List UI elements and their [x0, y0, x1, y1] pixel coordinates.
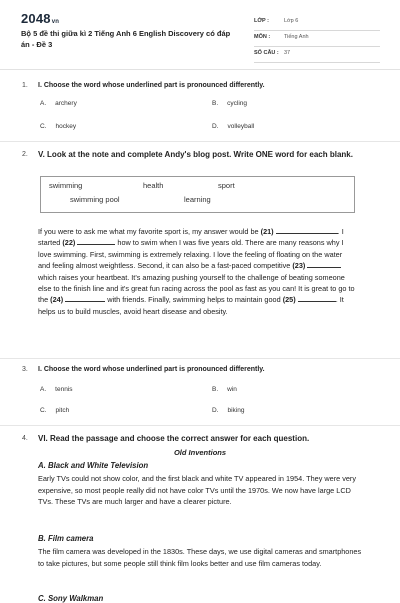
option-d[interactable] [212, 407, 244, 414]
blank-label-24: (24) [50, 295, 64, 305]
option-word: archery [55, 100, 77, 107]
option-a[interactable] [40, 100, 77, 107]
question-number: 2. [22, 151, 28, 158]
passage-text: . I started [38, 227, 344, 248]
document-title: Bộ 5 đề thi giữa kì 2 Tiếng Anh 6 English Discovery có đáp án - Đề 3 [21, 29, 231, 49]
passage-text: with friends. Finally, swimming helps to maintain good [105, 295, 283, 305]
option-a[interactable] [40, 386, 73, 393]
question-number: 3. [22, 366, 28, 373]
word-box [40, 176, 355, 213]
option-letter: A. [40, 386, 47, 393]
divider [0, 141, 400, 142]
question-text: VI. Read the passage and choose the correct answer for each question. [38, 434, 310, 443]
meta-key: MÔN : [254, 34, 271, 40]
option-c[interactable] [40, 407, 69, 414]
section-heading: C. Sony Walkman [38, 594, 104, 603]
option-letter: B. [212, 386, 219, 393]
passage-title: Old Inventions [173, 448, 227, 457]
meta-value: Tiếng Anh [284, 34, 309, 40]
option-letter: D. [212, 123, 219, 130]
word-item: sport [218, 181, 235, 190]
option-d[interactable] [212, 123, 254, 130]
option-word: biking [227, 407, 245, 414]
meta-row-class [254, 15, 380, 31]
meta-panel [254, 15, 380, 63]
meta-row-subject [254, 31, 380, 47]
meta-value: Lớp 6 [284, 18, 299, 24]
option-letter: C. [40, 407, 47, 414]
option-b[interactable] [212, 386, 237, 393]
question-text: I. Choose the word whose underlined part is pronounced differently. [38, 366, 265, 373]
passage-text: how to swim when I was five years old. There are many reasons why I love swimming. First, swimming is extremely relaxing. I love the feeling of floating on the water and feeling almost weightless. Second, it can also be a fast-paced competitive [38, 238, 344, 271]
section-heading: B. Film camera [38, 534, 94, 543]
page-header [0, 0, 400, 68]
blank-23[interactable] [307, 260, 341, 268]
blank-21[interactable] [276, 226, 338, 234]
word-item: swimming [49, 181, 83, 190]
passage-text: If you were to ask me what my favorite sport is, my answer would be [38, 227, 261, 236]
meta-row-count [254, 47, 380, 63]
section-heading: A. Black and White Television [38, 461, 149, 470]
blank-25[interactable] [298, 294, 336, 302]
blank-label-22: (22) [62, 238, 76, 248]
logo-text: 2048 [21, 11, 51, 26]
blank-label-21: (21) [260, 227, 274, 236]
option-b[interactable] [212, 100, 247, 107]
word-item: learning [184, 195, 211, 204]
passage-text: . It helps us to build muscles, avoid heart disease and obesity. [38, 295, 344, 316]
option-word: volleyball [227, 123, 255, 130]
blank-22[interactable] [77, 237, 115, 245]
blank-24[interactable] [65, 294, 105, 302]
blog-passage [38, 226, 356, 317]
option-word: tennis [55, 386, 73, 393]
section-body: The film camera was developed in the 1830s. These days, we use digital cameras and smartphones to take pictures, but some people still think film looks better and use film cameras today. [38, 547, 362, 568]
logo-suffix: vn [51, 19, 60, 25]
meta-key: SỐ CÂU : [254, 50, 279, 56]
divider [0, 425, 400, 426]
word-item: health [143, 181, 164, 190]
question-text: V. Look at the note and complete Andy's blog post. Write ONE word for each blank. [38, 150, 353, 159]
option-word: pitch [55, 407, 70, 414]
blank-label-25: (25) [282, 295, 296, 305]
option-word: win [227, 386, 237, 393]
word-item: swimming pool [70, 195, 120, 204]
header-divider [0, 69, 400, 70]
option-word: cycling [227, 100, 248, 107]
divider [0, 358, 400, 359]
question-number: 1. [22, 82, 28, 89]
option-letter: C. [40, 123, 47, 130]
site-logo[interactable] [21, 11, 59, 26]
meta-key: LỚP : [254, 18, 269, 24]
passage-text: which raises your heartbeat. It's amazing pushing yourself to the challenge of beating someone else to the finish line and it's great fun racing across the pool as fast as you can! It is great to go to the [38, 272, 355, 305]
option-word: hockey [55, 123, 77, 130]
blank-label-23: (23) [292, 261, 306, 271]
option-letter: A. [40, 100, 47, 107]
option-letter: B. [212, 100, 219, 107]
question-text: I. Choose the word whose underlined part is pronounced differently. [38, 82, 265, 89]
option-letter: D. [212, 407, 219, 414]
question-number: 4. [22, 435, 28, 442]
meta-value: 37 [284, 50, 291, 56]
section-body: Early TVs could not show color, and the first black and white TV appeared in 1954. They were very expensive, so most people really did not have color TVs until the 1970s. We now have large LCD TVs. These TVs are much larger and have a clearer picture. [38, 474, 356, 507]
option-c[interactable] [40, 123, 76, 130]
